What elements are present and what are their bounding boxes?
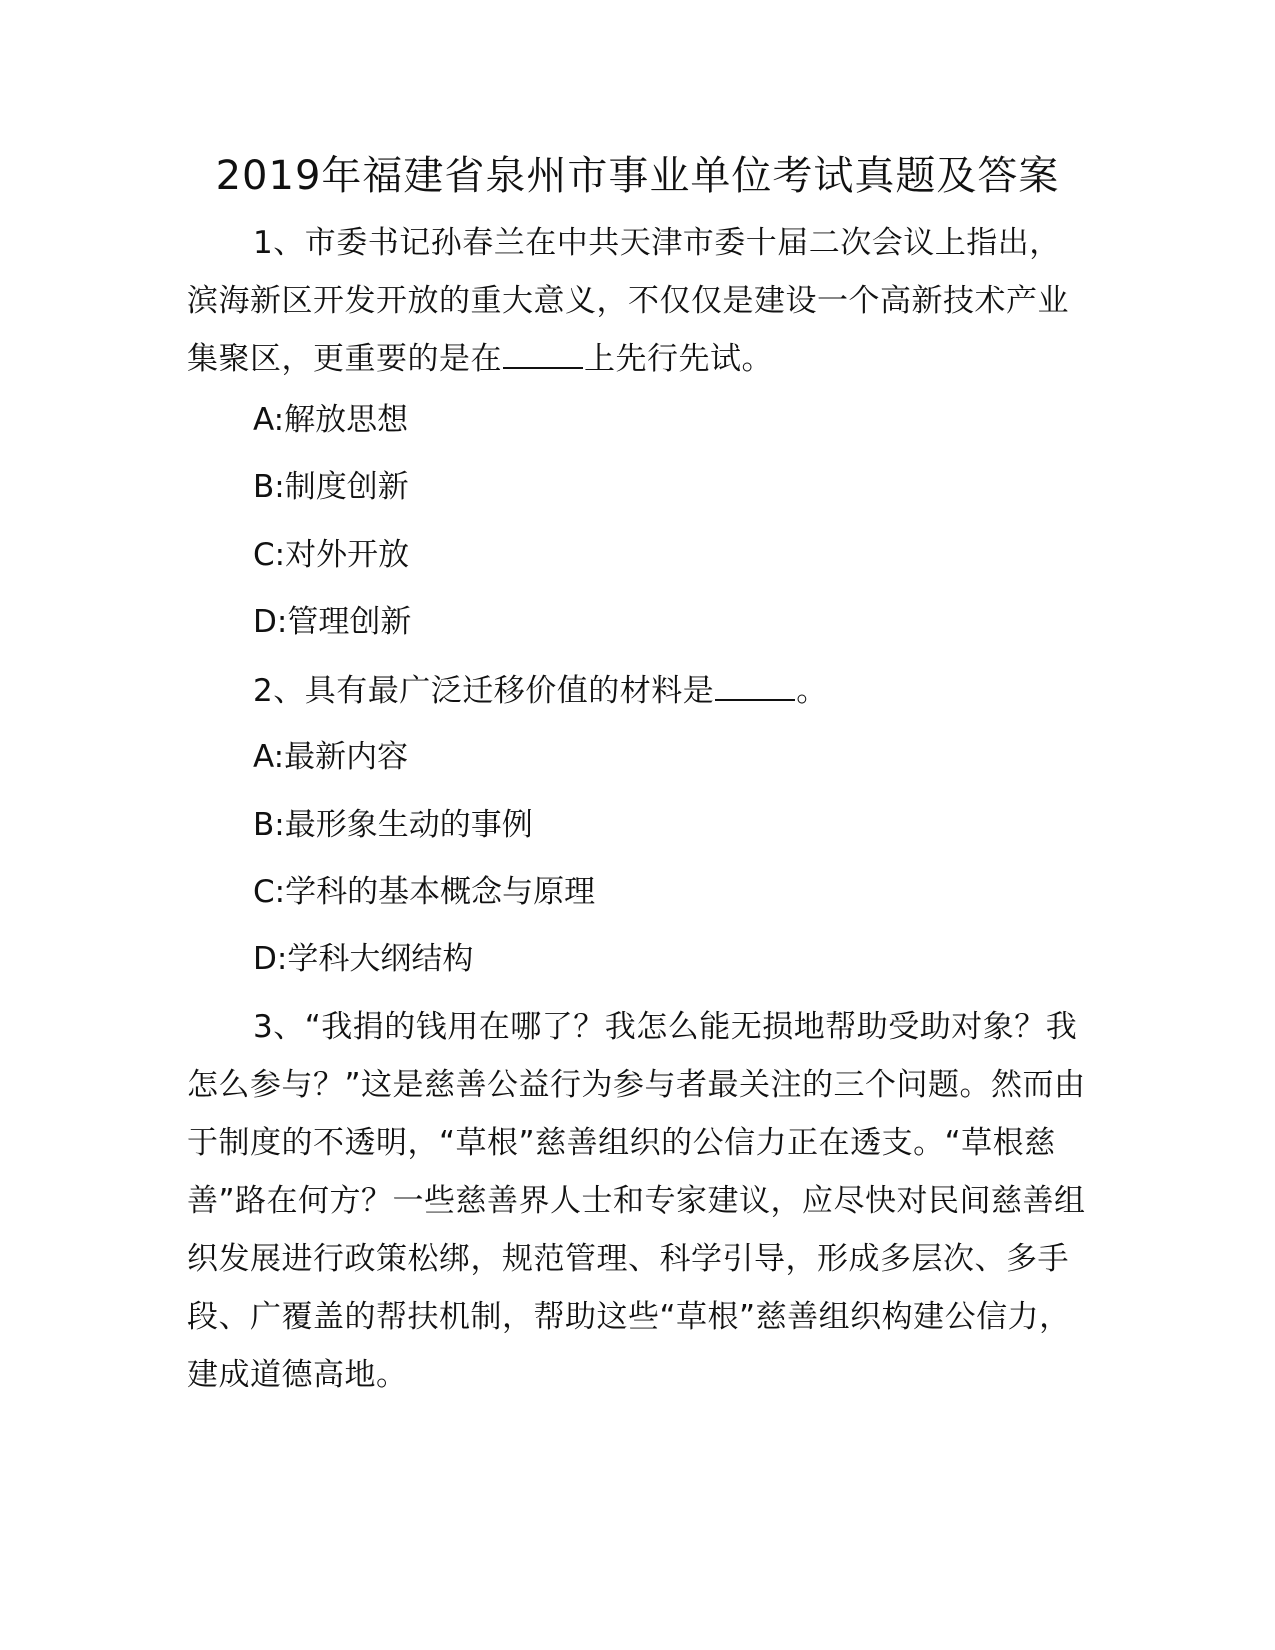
question-2-option-a: A:最新内容 (253, 739, 409, 775)
question-2-option-c: C:学科的基本概念与原理 (253, 874, 596, 910)
question-1-stem-text: 1、市委书记孙春兰在中共天津市委十届二次会议上指出，滨海新区开发开放的重大意义，不仅仅是建设一个高新技术产业集聚区，更重要的是在 (187, 225, 1069, 377)
question-1-option-d: D:管理创新 (253, 604, 412, 640)
question-3-stem: 3、“我捐的钱用在哪了？我怎么能无损地帮助受助对象？我怎么参与？”这是慈善公益行为参与者最关注的三个问题。然而由于制度的不透明，“草根”慈善组织的公信力正在透支。“草根慈善”路在何方？一些慈善界人士和专家建议，应尽快对民间慈善组织发展进行政策松绑，规范管理、科学引导，形成多层次、多手段、广覆盖的帮扶机制，帮助这些“草根”慈善组织构建公信力，建成道德高地。 (187, 1009, 1086, 1393)
question-1-stem (187, 214, 1087, 388)
answer-blank (715, 669, 795, 701)
answer-blank (503, 337, 583, 369)
question-2-option-d: D:学科大纲结构 (253, 941, 474, 977)
document-title: 2019年福建省泉州市事业单位考试真题及答案 (215, 153, 1060, 199)
question-2-stem (187, 662, 1087, 720)
question-2 (187, 662, 1087, 720)
question-1-stem-end: 上先行先试。 (584, 341, 773, 377)
question-1-option-c: C:对外开放 (253, 537, 410, 573)
question-3 (187, 998, 1087, 1404)
question-1-option-b: B:制度创新 (253, 469, 409, 505)
question-2-option-b: B:最形象生动的事例 (253, 807, 533, 843)
question-1-option-a: A:解放思想 (253, 402, 409, 438)
question-1 (187, 214, 1087, 388)
question-2-stem-end: 。 (796, 673, 828, 709)
question-2-stem-text: 2、具有最广泛迁移价值的材料是 (253, 673, 715, 709)
